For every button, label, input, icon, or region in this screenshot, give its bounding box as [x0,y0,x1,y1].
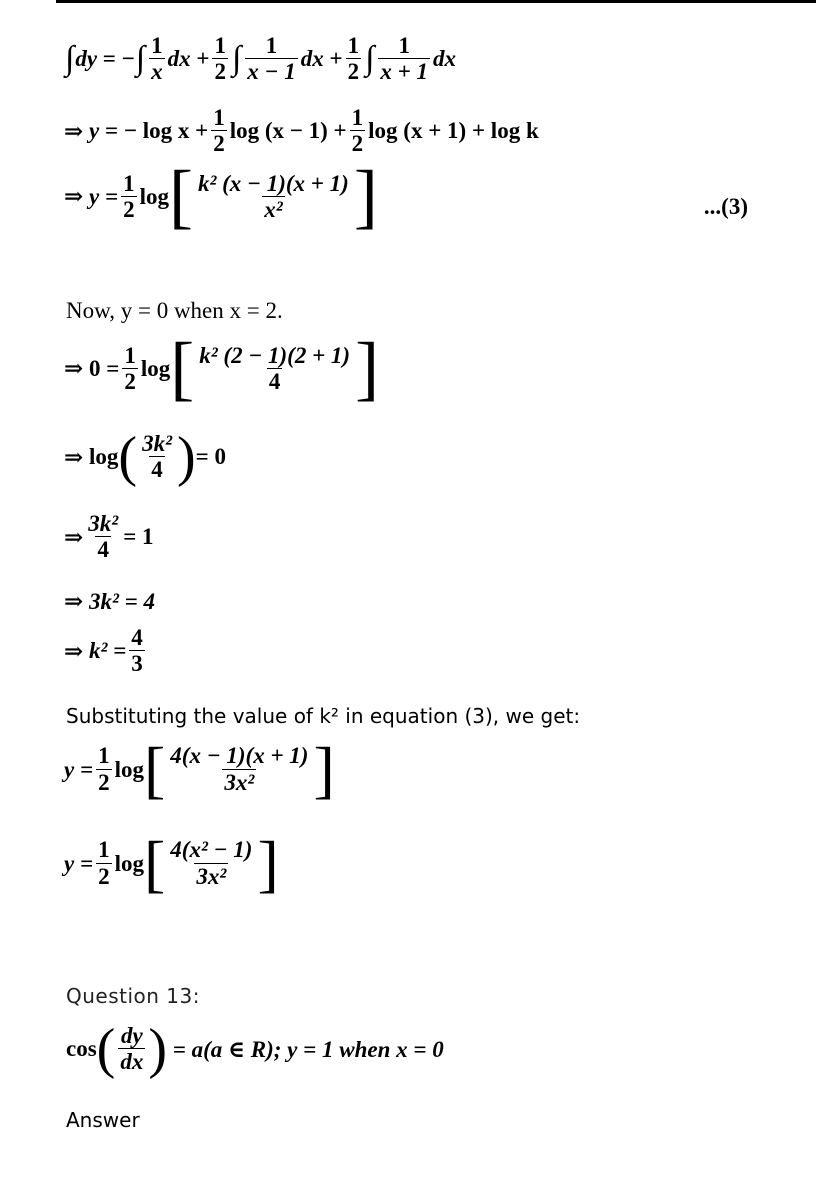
equation-substitute-x2: ⇒ 0 = $\frac{1}{2}$ log [ $\frac{\text{k² (2 − 1)(2 + 1)}}{4}$ ] [64,328,380,408]
right-bracket: ] [353,156,378,236]
fraction: $\frac{1}{x + 1}$ [380,33,429,85]
fraction: $\frac{4}{3}$ [131,625,143,677]
equation-y-final-2: y = $\frac{1}{2}$ log [ $\frac{\text{4(x² − 1)}}{\text{3x²}}$ ] [64,828,279,899]
answer-heading: Answer [66,1108,140,1132]
question-heading: Question 13: [66,984,200,1008]
equation-log-3k2: ⇒ log ( $\frac{\text{3k²}}{4}$ ) = 0 [64,425,226,488]
fraction: $\frac{1}{x - 1}$ [247,33,296,85]
integral-sign: ∫ [65,40,75,78]
fraction: $\frac{4(x - 1)(x + 1)}{\text{3x²}}$ [170,743,309,795]
left-bracket: [ [170,328,195,408]
right-bracket: ] [355,328,380,408]
integral-sign: ∫ [365,40,375,78]
fraction: $\frac{1}{x}$ [151,33,163,85]
equation-y-final-1: y = $\frac{1}{2}$ log [ $\frac{4(x - 1)(x + 1)}{\text{3x²}}$ ] [64,734,335,805]
right-paren: ) [176,425,196,488]
right-bracket: ] [313,734,335,805]
left-bracket: [ [169,156,193,236]
equation-label: ...(3) [703,194,748,219]
fraction: $\frac{dy}{dx}$ [120,1023,144,1075]
integral-sign: ∫ [135,40,146,78]
question-equation: cos ( $\frac{dy}{dx}$ ) = a(a ∈ R); y = 1 when x = 0 [66,1017,444,1080]
top-rule [56,0,816,3]
fraction-half: $\frac{1}{2}$ [98,837,110,889]
left-bracket: [ [143,734,166,805]
condition-text: Now, y = 0 when x = 2. [66,298,283,323]
fraction: $\frac{\text{3k²}}{4}$ [142,431,172,483]
fraction: $\frac{\text{3k²}}{4}$ [88,511,119,563]
equation-integral: ∫ dy = − ∫ $\frac{1}{x}$ dx + $\frac{1}{2}$ ∫ $\frac{1}{x - 1}$ dx + $\frac{1}{2}$ ∫ $\frac{1}{x + 1}$ dx [65,33,457,85]
fraction-half: $\frac{1}{2}$ [347,33,360,85]
equation-y-log: ⇒ y = − log x + $\frac{1}{2}$ log (x − 1) + $\frac{1}{2}$ log (x + 1) + log k [64,105,539,157]
fraction-half: $\frac{1}{2}$ [124,342,136,394]
equation-3: ⇒ y = $\frac{1}{2}$ log [ $\frac{\text{k² (x − 1)(x + 1)}}{\text{x²}}$ ] [64,156,378,236]
fraction: $\frac{\text{k² (2 − 1)(2 + 1)}}{4}$ [199,342,351,394]
integral-sign: ∫ [231,40,242,78]
fraction-half: $\frac{1}{2}$ [98,743,110,795]
left-paren: ( [96,1017,116,1080]
fraction-half: $\frac{1}{2}$ [123,170,135,222]
right-bracket: ] [257,828,279,899]
fraction-half: $\frac{1}{2}$ [213,105,225,157]
equation-k2: ⇒ k² = $\frac{4}{3}$ [64,625,143,677]
right-paren: ) [148,1017,167,1080]
substituting-text: Substituting the value of k² in equation (3), we get: [66,704,581,728]
left-bracket: [ [143,828,166,899]
fraction: $\frac{\text{4(x² − 1)}}{\text{3x²}}$ [170,837,253,889]
left-paren: ( [118,425,138,488]
fraction-half: $\frac{1}{2}$ [351,105,364,157]
equation-3k2-over-4: ⇒ $\frac{\text{3k²}}{4}$ = 1 [64,511,154,563]
fraction-half: $\frac{1}{2}$ [214,33,226,85]
fraction: $\frac{\text{k² (x − 1)(x + 1)}}{\text{x²}}$ [197,170,349,222]
equation-3k2-eq-4: ⇒ 3k² = 4 [64,588,156,614]
